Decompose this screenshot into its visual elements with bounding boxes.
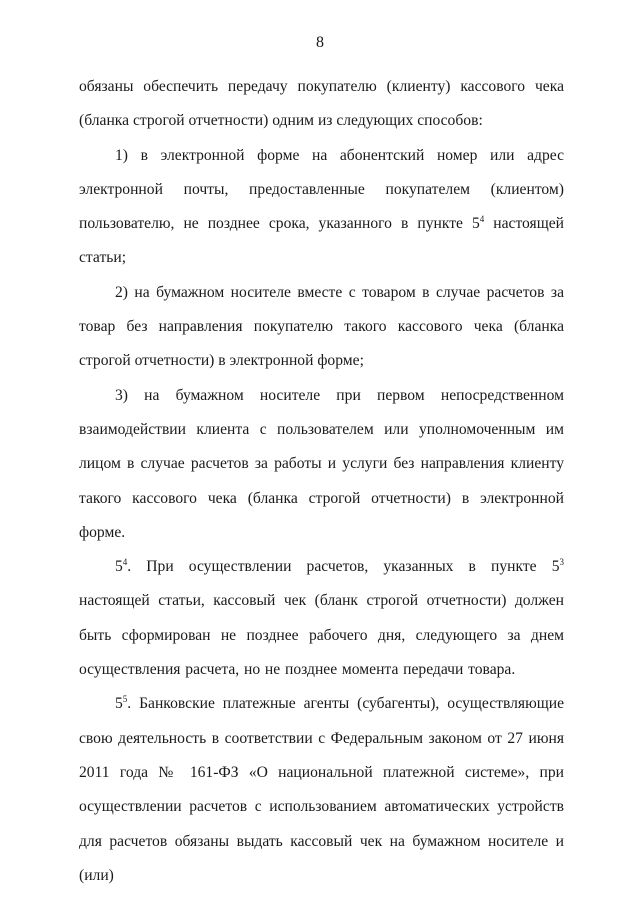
text-run: 1) в электронной форме на абонентский номер или адрес электронной почты, предоставленные покупателем (клиентом) пользователю, не позднее срока, указанного в пункте 5 <box>79 146 564 233</box>
text-run: 5 <box>115 558 123 576</box>
text-run: 5 <box>115 695 123 713</box>
page-number: 8 <box>316 34 324 51</box>
text-run: настоящей статьи, кассовый чек (бланк строгой отчетности) должен быть сформирован не позднее рабочего дня, следующего за днем осуществления расчета, но не позднее момента передачи товара. <box>79 592 564 679</box>
clause-5-5 <box>79 687 564 893</box>
text-run: . При осуществлении расчетов, указанных в пункте 5 <box>127 558 560 576</box>
text-run: . Банковские платежные агенты (субагенты), осуществляющие свою деятельность в соответствии с Федеральным законом от 27 июня 2011 года № 161-ФЗ «О национальной платежной системе», при осуществлении расчетов с использованием автоматических устройств для расчетов обязаны выдать кассовый чек на бумажном носителе и (или) <box>79 695 564 884</box>
paragraph-continuation: обязаны обеспечить передачу покупателю (клиенту) кассового чека (бланка строгой отчетности) одним из следующих способов: <box>79 78 564 130</box>
superscript: 4 <box>122 557 128 568</box>
list-item-electronic-form <box>79 139 564 276</box>
superscript: 4 <box>479 214 485 225</box>
body-text <box>79 70 564 893</box>
superscript: 3 <box>559 557 564 568</box>
list-item-paper-services: 3) на бумажном носителе при первом непосредственном взаимодействии клиента с пользователем или уполномоченным им лицом в случае расчетов за работы и услуги без направления клиенту такого кассового чека (бланка строгой отчетности) в электронной форме. <box>79 386 564 541</box>
clause-5-4 <box>79 550 564 687</box>
list-item-paper-goods: 2) на бумажном носителе вместе с товаром в случае расчетов за товар без направления покупателю такого кассового чека (бланка строгой отчетности) в электронной форме; <box>79 283 564 370</box>
text-run: настоящей статьи; <box>79 215 564 267</box>
superscript: 5 <box>122 694 128 705</box>
